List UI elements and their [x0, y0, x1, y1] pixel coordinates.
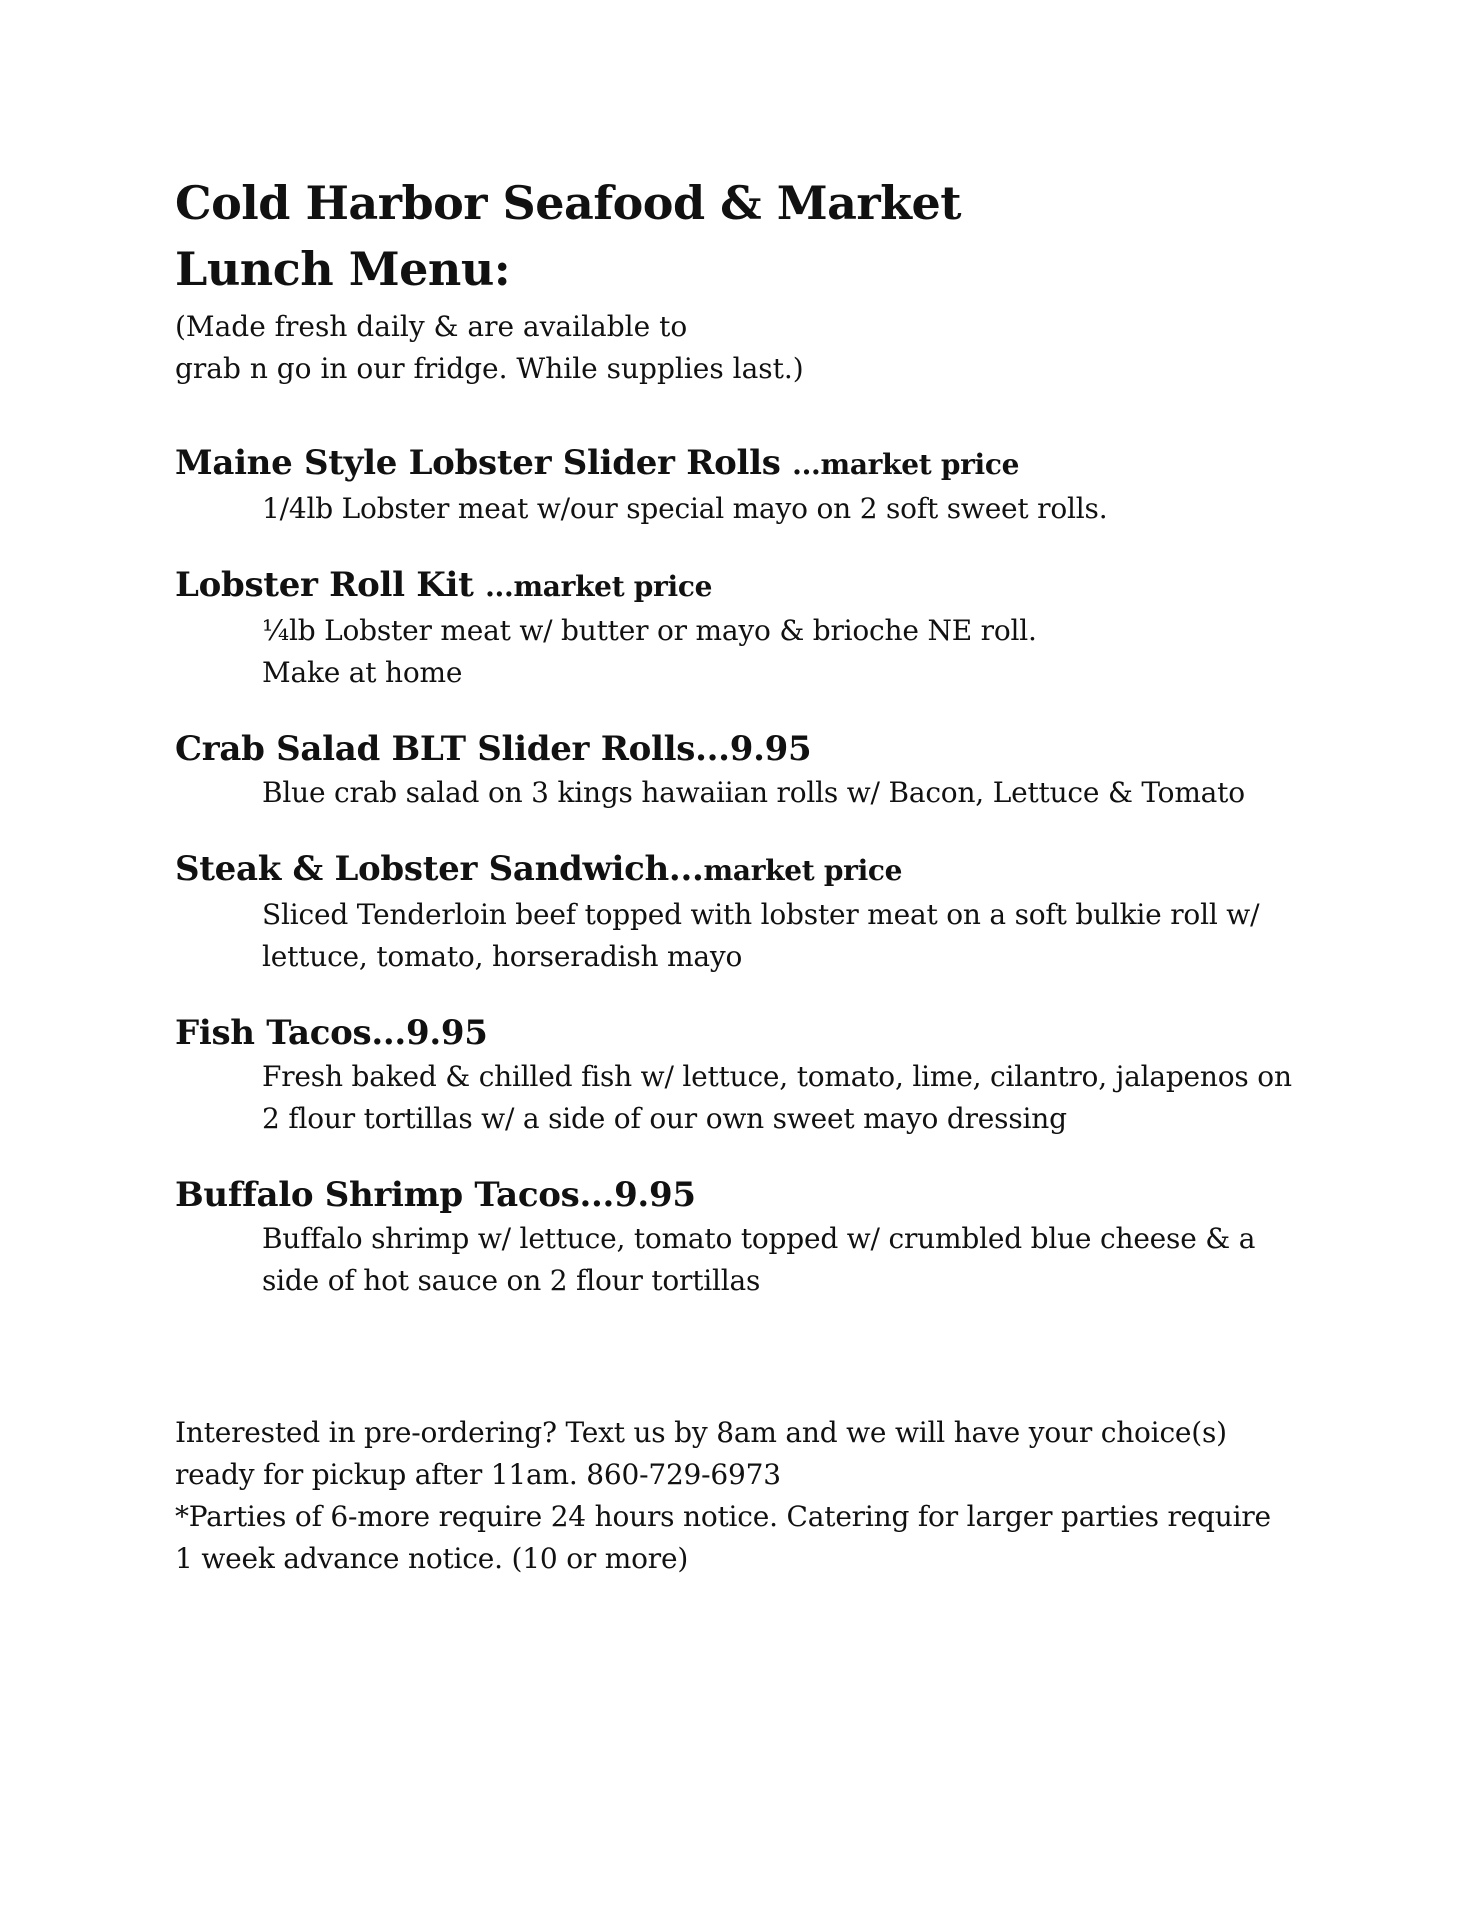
item-description [175, 772, 1355, 814]
menu-item-lobster-roll-kit [175, 562, 1355, 694]
item-desc-line-1: ¼lb Lobster meat w/ butter or mayo & brioche NE roll. [262, 614, 1037, 647]
footer-line-1: Interested in pre-ordering? Text us by 8am and we will have your choice(s) [175, 1416, 1227, 1449]
item-heading [175, 1172, 1355, 1218]
item-desc-line-1: Buffalo shrimp w/ lettuce, tomato topped w/ crumbled blue cheese & a [262, 1222, 1256, 1255]
preorder-notice [175, 1412, 1355, 1580]
item-name: Maine Style Lobster Slider Rolls [175, 443, 793, 483]
item-heading [175, 440, 1355, 488]
footer-line-2: ready for pickup after 11am. 860-729-6973 [175, 1458, 781, 1491]
item-description [175, 610, 1355, 694]
menu-item-buffalo-shrimp-tacos [175, 1172, 1355, 1302]
item-desc-line-1: 1/4lb Lobster meat w/our special mayo on 2 soft sweet rolls. [262, 492, 1108, 525]
item-name: Crab Salad BLT Slider Rolls...9.95 [175, 729, 812, 769]
item-name: Lobster Roll Kit [175, 565, 486, 605]
note-line-2: grab n go in our fridge. While supplies last.) [175, 352, 804, 385]
menu-item-fish-tacos [175, 1010, 1355, 1140]
menu-item-lobster-slider-rolls [175, 440, 1355, 530]
item-heading [175, 726, 1355, 772]
item-name: Fish Tacos...9.95 [175, 1013, 488, 1053]
item-desc-line-2: lettuce, tomato, horseradish mayo [262, 940, 743, 973]
item-desc-line-2: side of hot sauce on 2 flour tortillas [262, 1264, 761, 1297]
item-desc-line-1: Sliced Tenderloin beef topped with lobster meat on a soft bulkie roll w/ [262, 898, 1260, 931]
footer-line-4: 1 week advance notice. (10 or more) [175, 1542, 689, 1575]
item-description [175, 1218, 1355, 1302]
item-price: ...market price [792, 448, 1020, 481]
item-heading [175, 562, 1355, 610]
menu-item-steak-lobster-sandwich [175, 846, 1355, 978]
header [175, 170, 1355, 390]
item-name: Steak & Lobster Sandwich... [175, 849, 704, 889]
item-description [175, 488, 1355, 530]
menu-list [175, 440, 1355, 1302]
item-desc-line-1: Fresh baked & chilled fish w/ lettuce, tomato, lime, cilantro, jalapenos on [262, 1060, 1292, 1093]
item-desc-line-2: 2 flour tortillas w/ a side of our own sweet mayo dressing [262, 1102, 1067, 1135]
item-heading [175, 1010, 1355, 1056]
menu-item-crab-salad-blt [175, 726, 1355, 814]
item-price: ...market price [485, 570, 713, 603]
page-title [175, 170, 1355, 302]
availability-note [175, 306, 1355, 390]
item-name: Buffalo Shrimp Tacos...9.95 [175, 1175, 696, 1215]
title-line-1: Cold Harbor Seafood & Market [175, 176, 962, 230]
item-desc-line-1: Blue crab salad on 3 kings hawaiian rolls w/ Bacon, Lettuce & Tomato [262, 776, 1245, 809]
item-price: market price [703, 854, 903, 887]
footer-line-3: *Parties of 6-more require 24 hours notice. Catering for larger parties require [175, 1500, 1271, 1533]
item-heading [175, 846, 1355, 894]
item-description [175, 1056, 1355, 1140]
item-desc-line-2: Make at home [262, 656, 463, 689]
title-line-2: Lunch Menu: [175, 242, 511, 296]
item-description [175, 894, 1355, 978]
menu-page [175, 170, 1355, 1580]
note-line-1: (Made fresh daily & are available to [175, 310, 688, 343]
